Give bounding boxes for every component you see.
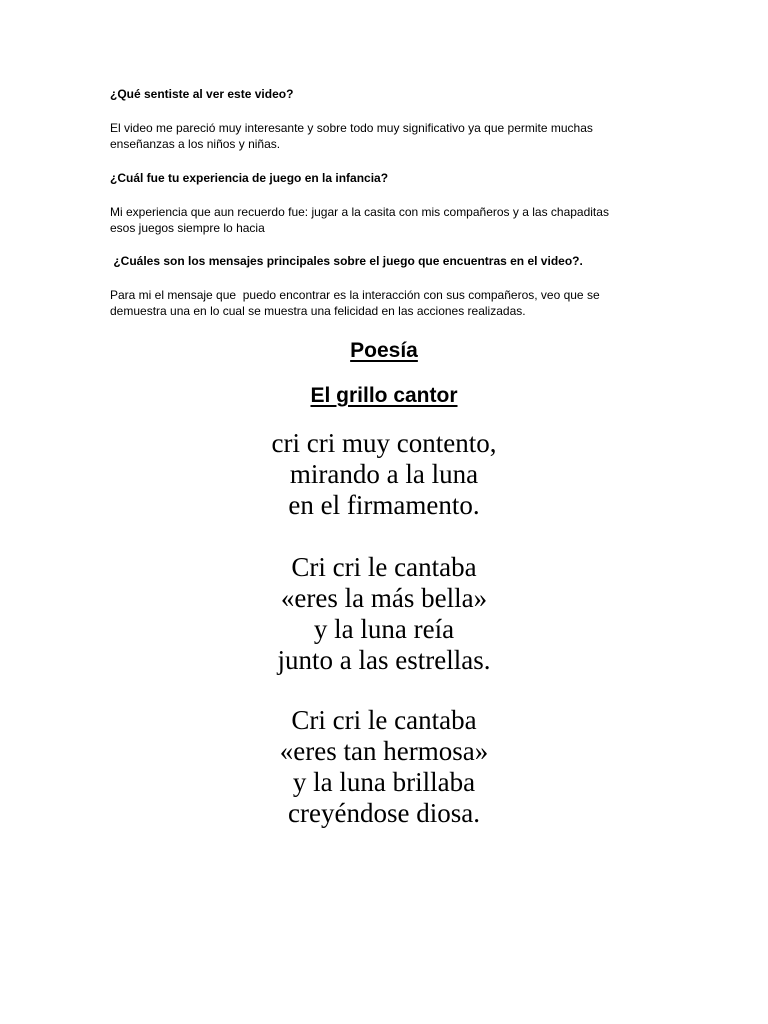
poem-line: mirando a la luna (289, 459, 479, 489)
question-2: ¿Cuál fue tu experiencia de juego en la infancia? (110, 171, 389, 185)
qa-block-1 (110, 86, 670, 102)
poem-line: cri cri muy contento, (271, 428, 497, 458)
question-3: ¿Cuáles son los mensajes principales sobre el juego que encuentras en el video?. (110, 254, 583, 268)
answer-1-line-1: El video me pareció muy interesante y sobre todo muy significativo ya que permite muchas (110, 121, 593, 135)
poem-stanza-3 (0, 705, 768, 829)
poem-line: Cri cri le cantaba (291, 705, 477, 735)
answer-block-2 (110, 204, 670, 236)
answer-block-1 (110, 120, 670, 152)
poem-line: junto a las estrellas. (277, 645, 491, 675)
answer-2-line-1: Mi experiencia que aun recuerdo fue: jugar a la casita con mis compañeros y a las chapaditas (110, 205, 609, 219)
poem-line: «eres tan hermosa» (279, 736, 489, 766)
answer-1-line-2: enseñanzas a los niños y niñas. (110, 137, 281, 151)
poem-line: Cri cri le cantaba (291, 552, 477, 582)
poem-line: en el firmamento. (288, 490, 480, 520)
poem-stanza-1 (0, 428, 768, 521)
section-heading: Poesía (350, 339, 418, 362)
qa-block-3 (110, 253, 670, 269)
poem-line: y la luna reía (313, 614, 455, 644)
poem-line: «eres la más bella» (280, 583, 488, 613)
poem-line: y la luna brillaba (292, 767, 476, 797)
question-1: ¿Qué sentiste al ver este video? (110, 87, 294, 101)
answer-block-3 (110, 287, 670, 319)
poem-title: El grillo cantor (310, 384, 458, 407)
poem-stanza-2 (0, 552, 768, 676)
answer-3-line-1: Para mi el mensaje que puedo encontrar es la interacción con sus compañeros, veo que se (110, 288, 600, 302)
poem-line: creyéndose diosa. (288, 798, 480, 828)
answer-2-line-2: esos juegos siempre lo hacia (110, 221, 265, 235)
qa-block-2 (110, 170, 670, 186)
answer-3-line-2: demuestra una en lo cual se muestra una felicidad en las acciones realizadas. (110, 304, 526, 318)
